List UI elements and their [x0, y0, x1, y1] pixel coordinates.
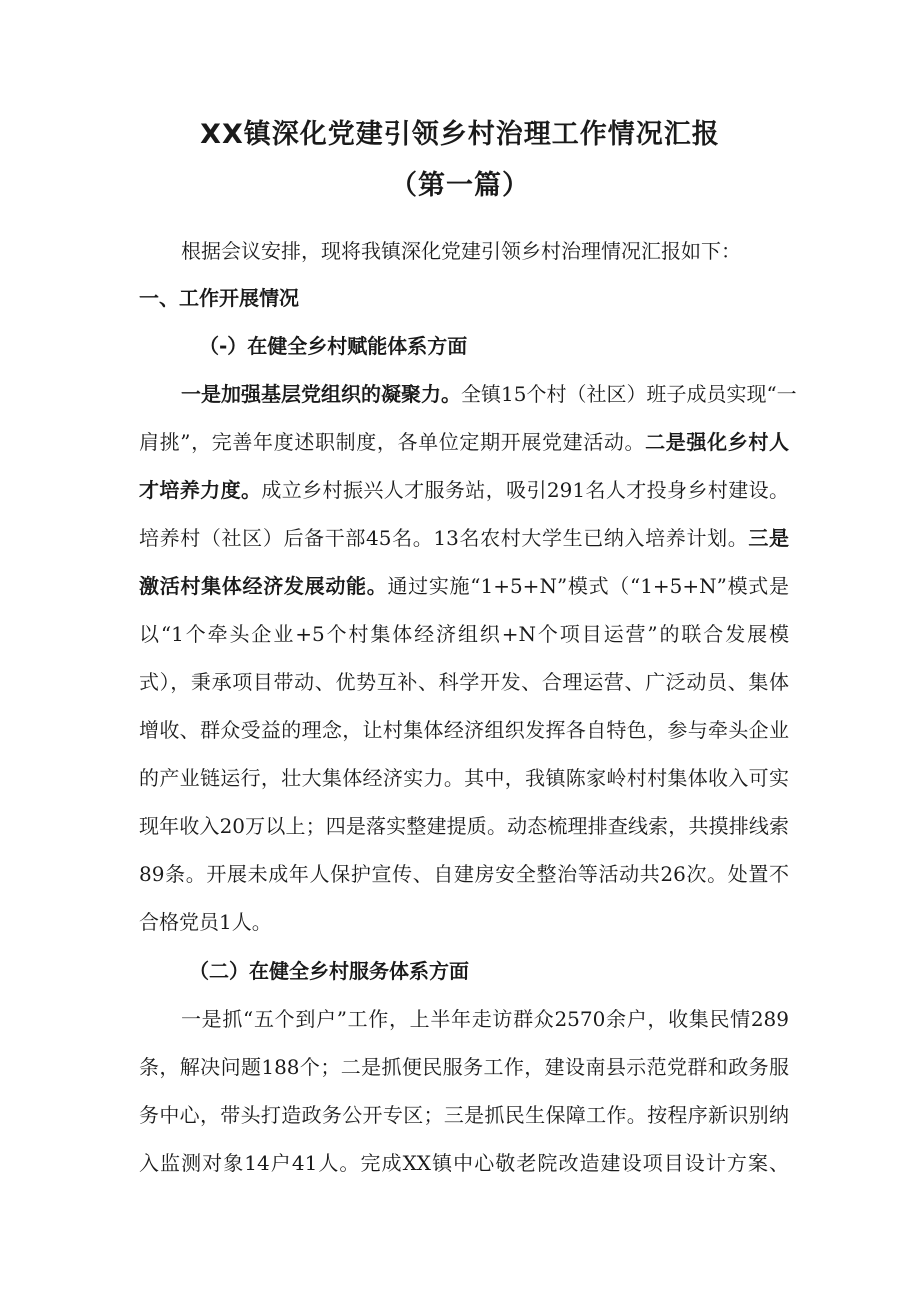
emphasis-text: 一是加强基层党组织的凝聚力。	[181, 382, 461, 406]
paragraph-line: 务中心，带头打造政务公开专区；三是抓民生保障工作。按程序新识别纳	[139, 1103, 789, 1127]
body-text: 肩挑”，完善年度述职制度，各单位定期开展党建活动。	[139, 430, 646, 454]
paragraph-line: 一是抓“五个到户”工作，上半年走访群众2570余户，收集民情289	[181, 1007, 789, 1031]
intro-paragraph: 根据会议安排，现将我镇深化党建引领乡村治理情况汇报如下：	[181, 239, 741, 263]
emphasis-text: 激活村集体经济发展动能。	[139, 574, 388, 598]
paragraph-line: 条，解决问题188个；二是抓便民服务工作，建设南县示范党群和政务服	[139, 1055, 789, 1079]
section-heading: 一、工作开展情况	[139, 286, 299, 310]
paragraph-line: 入监测对象14户41人。完成XX镇中心敬老院改造建设项目设计方案、	[139, 1151, 789, 1175]
emphasis-text: 二是强化乡村人	[645, 430, 789, 454]
paragraph-line	[139, 523, 789, 553]
paragraph-line: 的产业链运行，壮大集体经济实力。其中，我镇陈家岭村村集体收入可实	[139, 766, 789, 790]
subsection-heading: （-）在健全乡村赋能体系方面	[199, 334, 468, 358]
document-subtitle: （第一篇）	[390, 170, 530, 201]
paragraph-line: 增收、群众受益的理念，让村集体经济组织发挥各自特色，参与牵头企业	[139, 718, 789, 742]
paragraph-line	[139, 427, 789, 457]
subsection-heading: （二）在健全乡村服务体系方面	[189, 959, 469, 983]
paragraph-line: 现年收入20万以上；四是落实整建提质。动态梳理排查线索，共摸排线索	[139, 814, 789, 838]
body-text: 培养村（社区）后备干部45名。13名农村大学生已纳入培养计划。	[139, 526, 749, 550]
paragraph-line	[181, 379, 797, 409]
body-text: 全镇15个村（社区）班子成员实现“一	[461, 382, 797, 406]
emphasis-text: 三是	[748, 526, 789, 550]
body-text: 通过实施“1+5+N”模式（“1+5+N”模式是	[387, 574, 789, 598]
paragraph-line: 合格党员1人。	[139, 910, 272, 934]
emphasis-text: 才培养力度。	[139, 478, 262, 502]
paragraph-line	[139, 475, 789, 505]
document-title: XX镇深化党建引领乡村治理工作情况汇报	[200, 119, 720, 150]
paragraph-line: 89条。开展未成年人保护宣传、自建房安全整治等活动共26次。处置不	[139, 862, 789, 886]
paragraph-line: 式），秉承项目带动、优势互补、科学开发、合理运营、广泛动员、集体	[139, 670, 789, 694]
paragraph-line: 以“1个牵头企业+5个村集体经济组织+N个项目运营”的联合发展模	[139, 622, 789, 646]
paragraph-line	[139, 571, 789, 601]
body-text: 成立乡村振兴人才服务站，吸引291名人才投身乡村建设。	[261, 478, 789, 502]
